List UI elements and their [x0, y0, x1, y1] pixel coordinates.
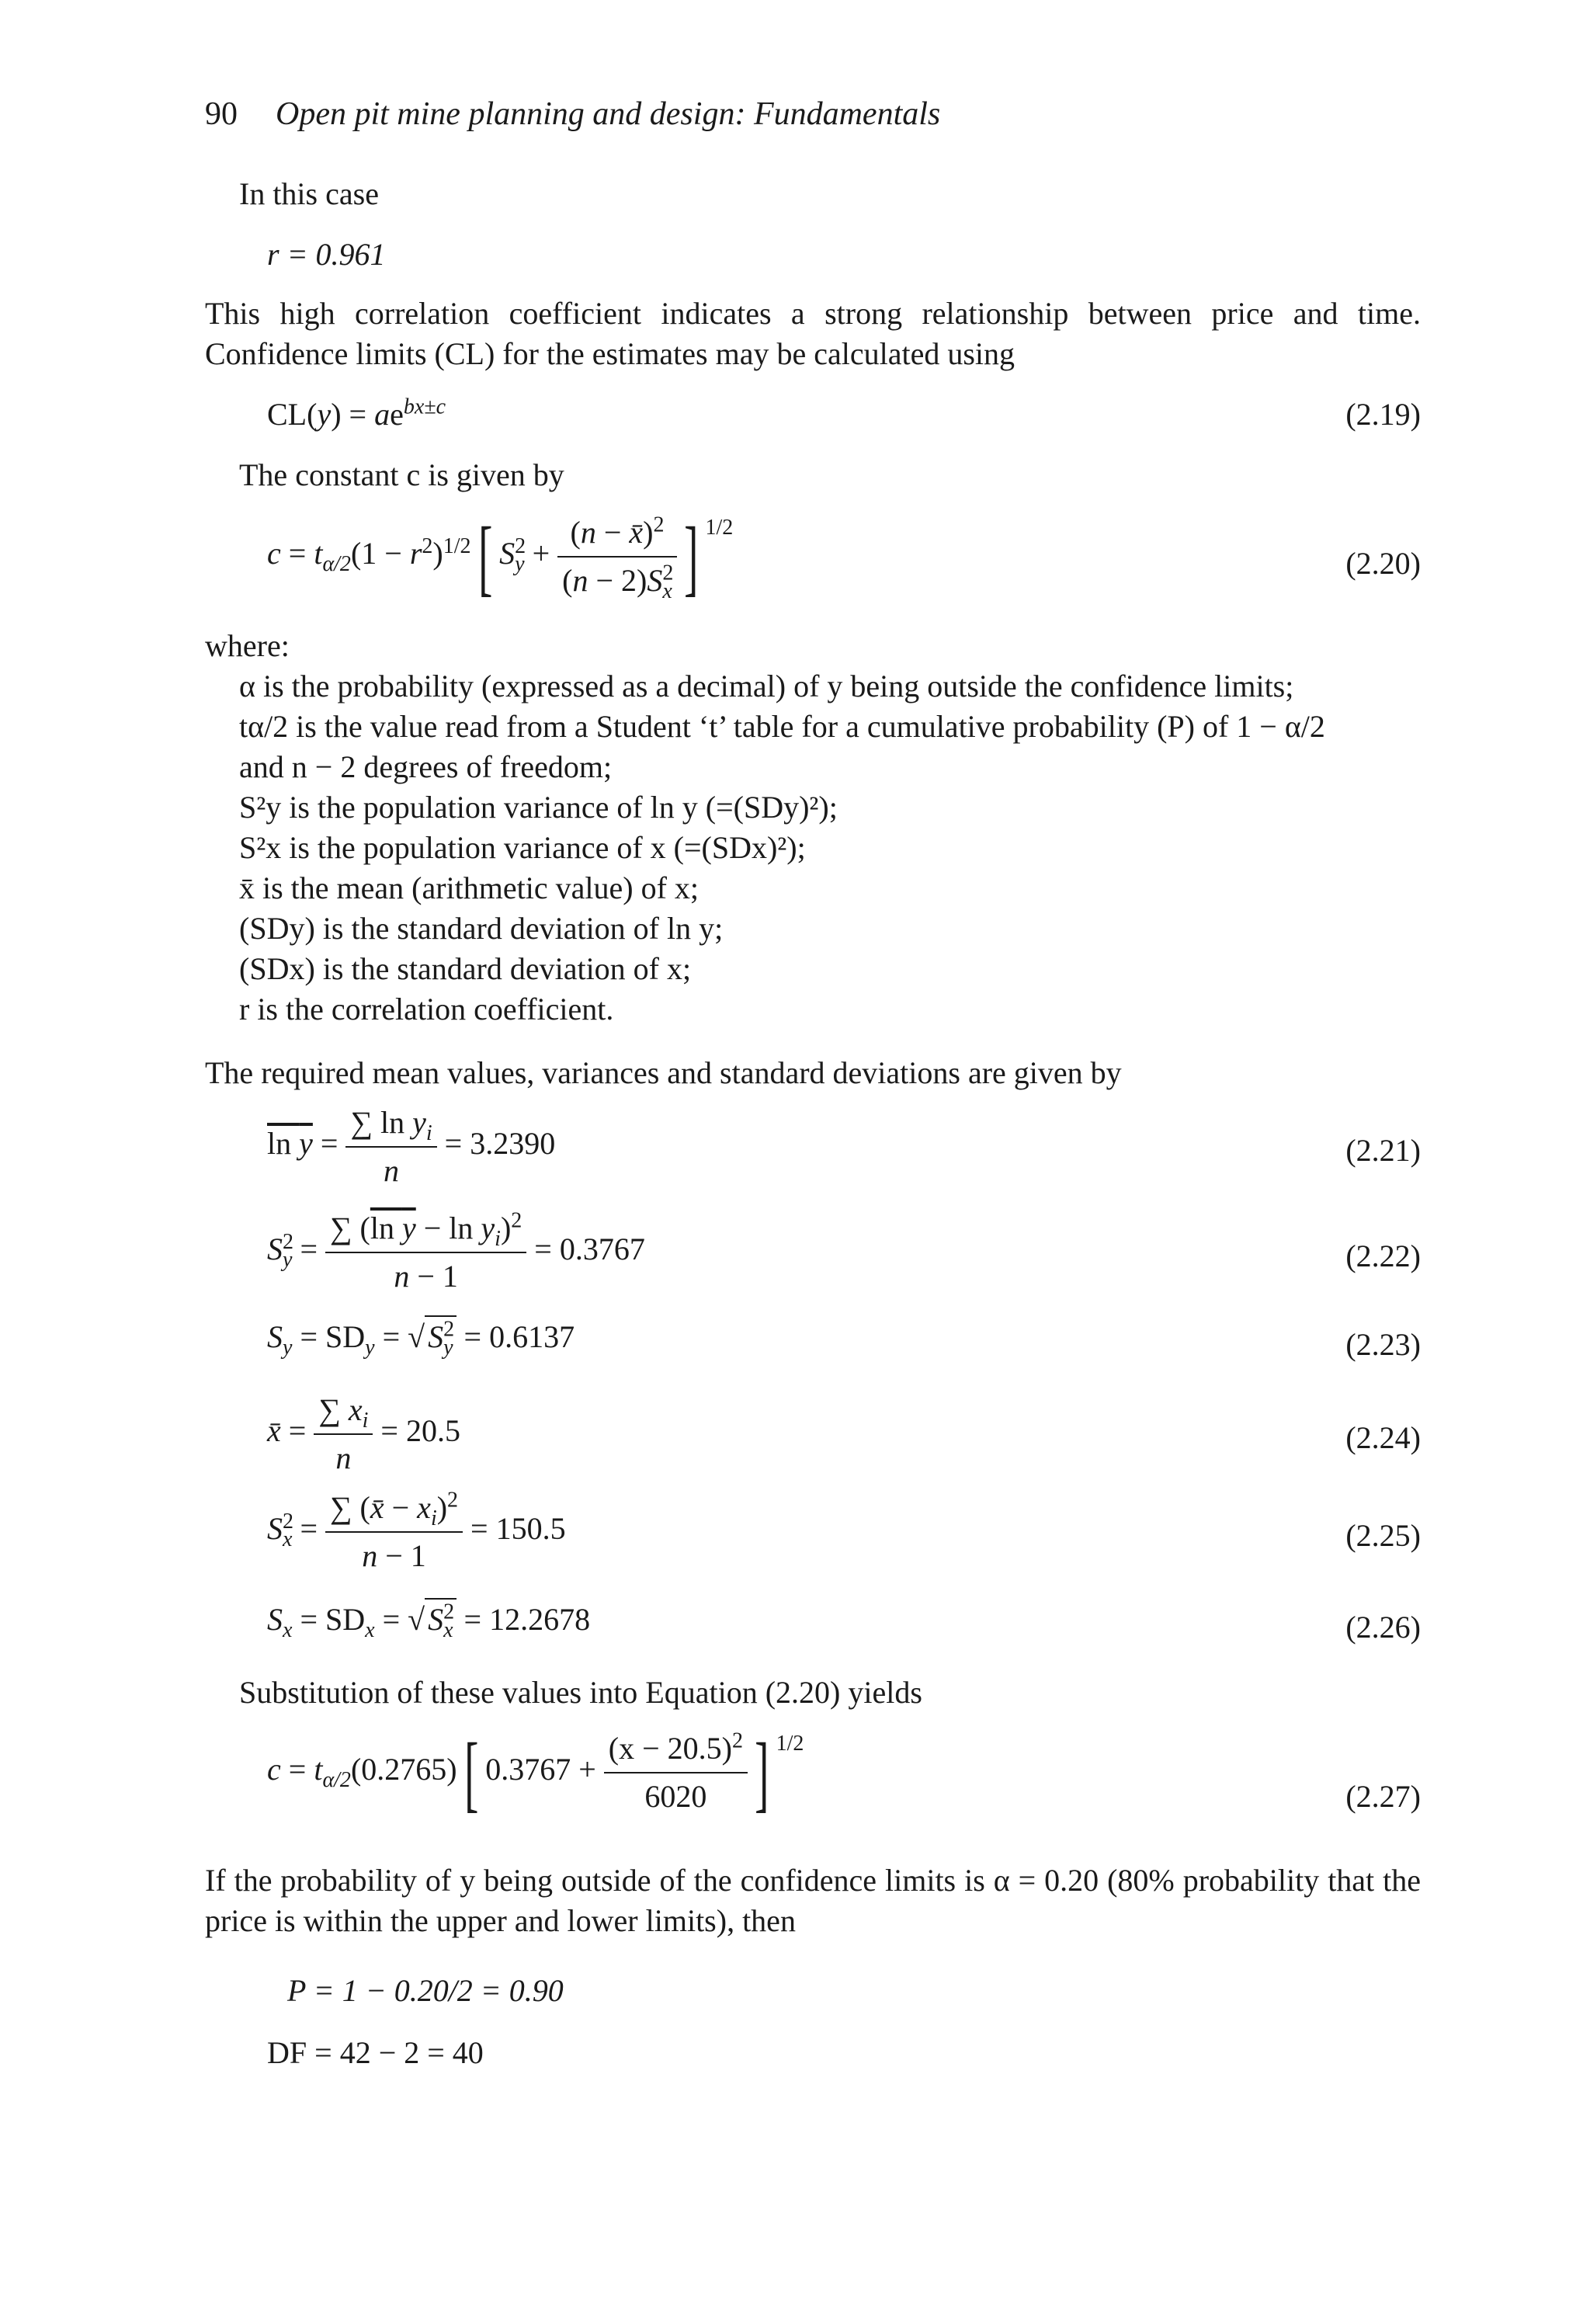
equation-number-2-21: (2.21) [1345, 1133, 1421, 1168]
equation-number-2-20: (2.20) [1345, 546, 1421, 581]
equation-number-2-26: (2.26) [1345, 1610, 1421, 1645]
where-item: (SDy) is the standard deviation of ln y; [239, 911, 724, 946]
equation-2-22: $S^2_y$ = $\frac{\sum (\ln y - \ln y_i)^2}{n - 1}$ = 0.3767 [267, 1208, 645, 1294]
equation-number-2-23: (2.23) [1345, 1327, 1421, 1362]
equation-2-24: x̄ = $\frac{\sum x_i}{n}$ = 20.5 [267, 1390, 460, 1478]
where-item: and n − 2 degrees of freedom; [239, 749, 613, 784]
equation-2-25: $S^2_x$ = $\frac{\sum (x̄ - x_i)^2}{n - 1}$ = 150.5 [267, 1488, 566, 1573]
in-this-case-text: In this case [239, 176, 379, 211]
page-header [205, 93, 940, 136]
paragraph-correlation: This high correlation coefficient indicates a strong relationship between price and time. Confidence limits (CL) for the estimates may be calculated using [205, 296, 1421, 371]
where-item: α is the probability (expressed as a decimal) of y being outside the confidence limits; [239, 669, 1294, 703]
where-item: S²y is the population variance of ln y (=(SDy)²); [239, 790, 838, 825]
where-item: (SDx) is the standard deviation of x; [239, 951, 692, 986]
equation-2-26: $S_x = SD_x$ = √ $S^2_x = 12.2678$ [267, 1598, 590, 1640]
equation-number-2-22: (2.22) [1345, 1238, 1421, 1273]
paragraph-probability: If the probability of y being outside of the confidence limits is α = 0.20 (80% probability that the price is within the upper and lower limits), then [205, 1863, 1421, 1938]
page-number: 90 [205, 96, 238, 132]
where-item: S²x is the population variance of x (=(SDx)²); [239, 830, 806, 865]
equation-2-19: $CL(y) = ae^{bx\pm c}$ [267, 394, 446, 432]
equation-2-20: $c = t_{\alpha/2}(1 - r^2)^{1/2}$[ $S^2_y$ + $\frac{(n - x̄)^2}{(n - 2)S^2_x}$ ] $^{1/2}$ [267, 509, 734, 604]
where-item: x̄ is the mean (arithmetic value) of x; [239, 870, 700, 905]
equation-number-2-27: (2.27) [1345, 1779, 1421, 1814]
equation-2-21: ln y = $\frac{\sum \ln y_i}{n}$ = 3.2390 [267, 1103, 555, 1191]
equation-number-2-24: (2.24) [1345, 1420, 1421, 1455]
df-equation: DF = 42 − 2 = 40 [267, 2035, 484, 2070]
p-equation: P = 1 − 0.20/2 = 0.90 [287, 1973, 564, 2008]
running-title: Open pit mine planning and design [276, 96, 735, 132]
where-item: r is the correlation coefficient. [239, 992, 614, 1027]
substitution-text: Substitution of these values into Equation (2.20) yields [239, 1675, 922, 1710]
equation-number-2-25: (2.25) [1345, 1518, 1421, 1553]
equation-2-23: $S_y = SD_y$ = √ $S^2_y = 0.6137$ [267, 1315, 575, 1357]
equation-2-27: $c = t_{\alpha/2}(0.2765)$[ 0.3767 + $\frac{(x - 20.5)^2}{6020}$ ] $^{1/2}$ [267, 1725, 804, 1820]
constant-c-text: The constant c is given by [239, 457, 564, 492]
paragraph-required-values: The required mean values, variances and standard deviations are given by [205, 1055, 1122, 1090]
r-value: r = 0.961 [267, 237, 386, 272]
where-list [239, 666, 1325, 1030]
where-item: tα/2 is the value read from a Student ‘t’ table for a cumulative probability (P) of 1 − α/2 [239, 709, 1325, 744]
where-label: where: [205, 628, 290, 663]
equation-number-2-19: (2.19) [1345, 397, 1421, 432]
running-subtitle: : Fundamentals [734, 96, 941, 132]
